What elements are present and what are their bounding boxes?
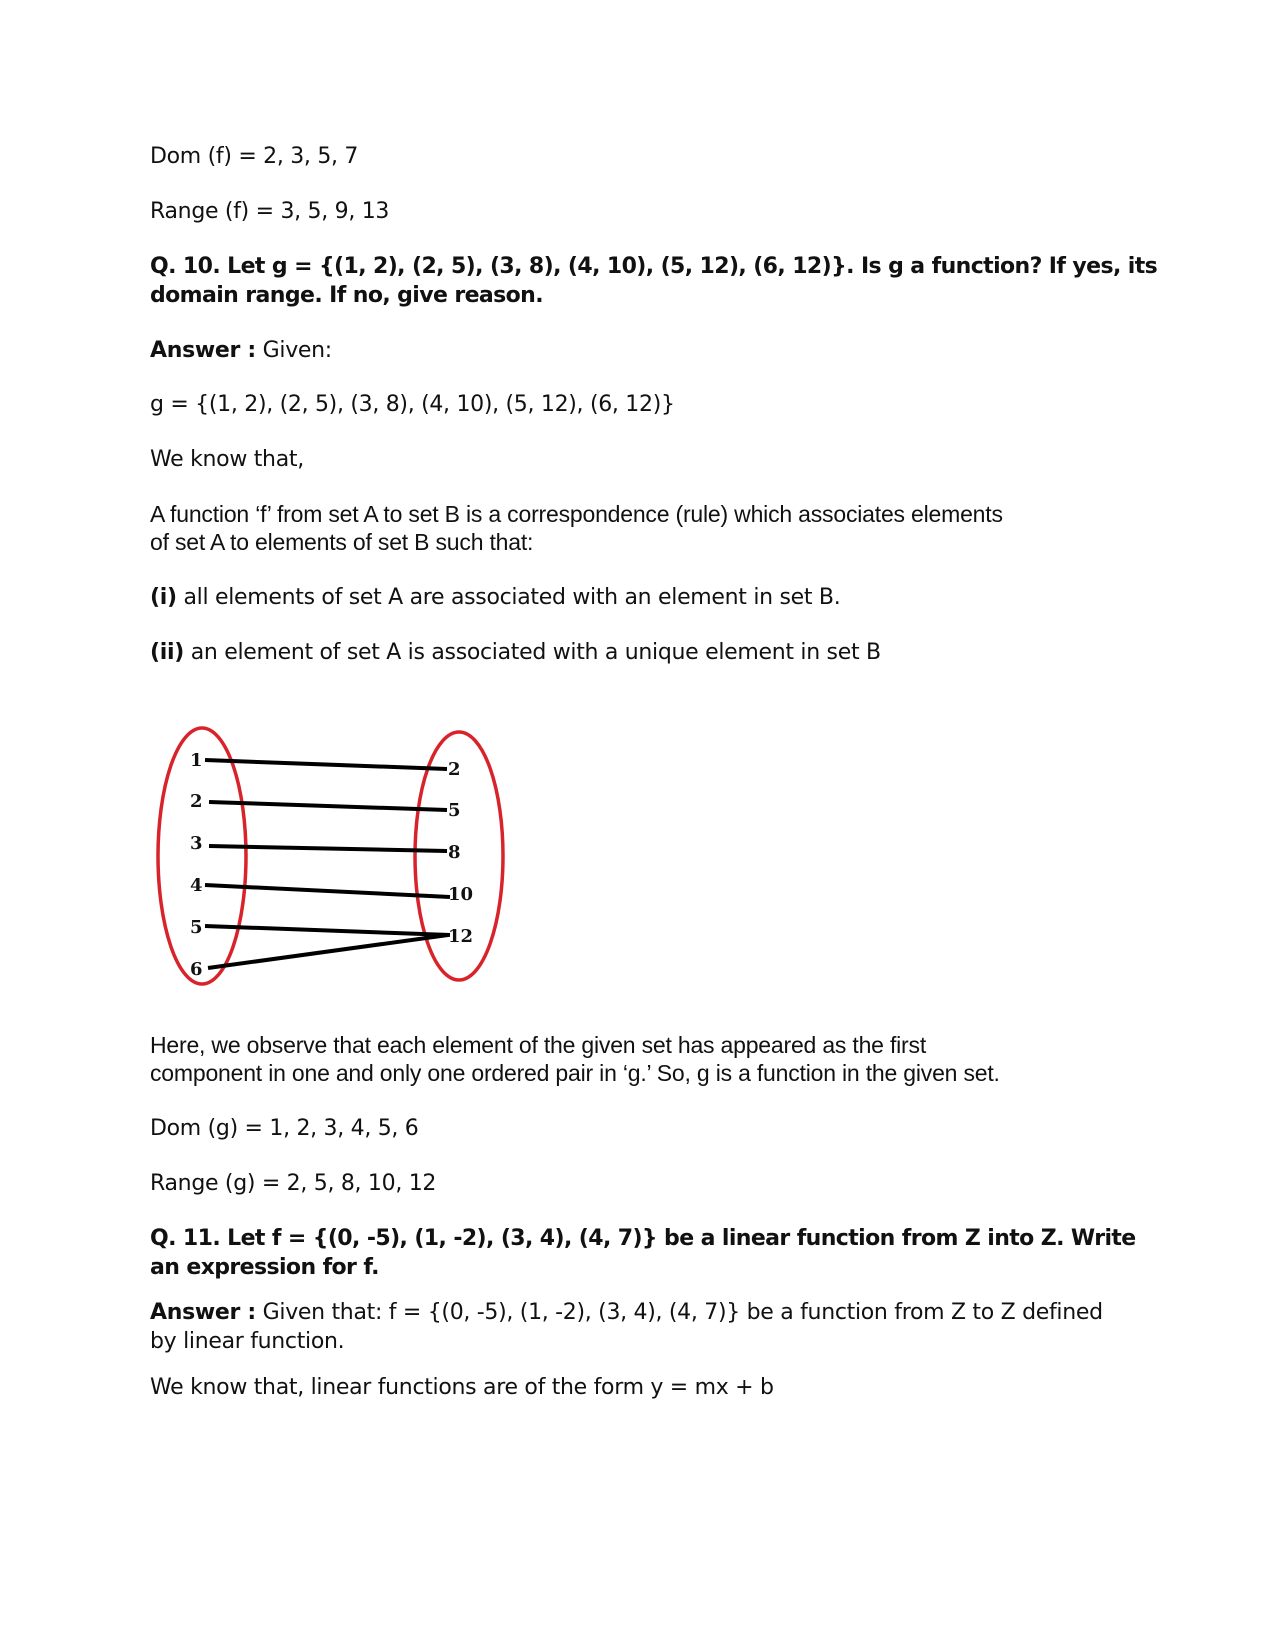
svg-text:1: 1 xyxy=(190,750,203,771)
g-set-text: g = {(1, 2), (2, 5), (3, 8), (4, 10), (5, 12), (6, 12)} xyxy=(150,392,675,417)
q11-answer-line2: by linear function. xyxy=(150,1329,345,1354)
q11-question-line1: Q. 11. Let f = {(0, -5), (1, -2), (3, 4), (4, 7)} be a linear function from Z into Z. Write xyxy=(150,1226,1136,1251)
q10-question-line2: domain range. If no, give reason. xyxy=(150,283,544,308)
condition-i xyxy=(150,583,840,612)
set-b-labels xyxy=(448,759,473,947)
condition-i-text: all elements of set A are associated with an element in set B. xyxy=(176,585,841,610)
condition-ii-label: (ii) xyxy=(150,640,184,665)
svg-text:2: 2 xyxy=(448,759,461,780)
set-a-labels xyxy=(190,750,203,980)
definition-line1: A function ‘f’ from set A to set B is a correspondence (rule) which associates elements xyxy=(150,501,1003,527)
svg-text:10: 10 xyxy=(448,884,474,905)
range-g-text: Range (g) = 2, 5, 8, 10, 12 xyxy=(150,1171,437,1196)
q11-question-line2: an expression for f. xyxy=(150,1255,379,1280)
mapping-diagram-svg xyxy=(150,720,550,1040)
svg-text:8: 8 xyxy=(448,842,461,863)
q11-answer-text: Given that: f = {(0, -5), (1, -2), (3, 4), (4, 7)} be a function from Z to Z defined xyxy=(255,1300,1103,1325)
condition-i-label: (i) xyxy=(150,585,177,610)
linear-form-text: We know that, linear functions are of the form y = mx + b xyxy=(150,1375,774,1400)
svg-text:12: 12 xyxy=(448,926,474,947)
q10-question-line1: Q. 10. Let g = {(1, 2), (2, 5), (3, 8), (4, 10), (5, 12), (6, 12)}. Is g a function? If yes, its xyxy=(150,254,1158,279)
svg-text:2: 2 xyxy=(190,791,203,812)
q11-answer-line1 xyxy=(150,1298,1103,1327)
we-know-text: We know that, xyxy=(150,447,304,472)
svg-text:4: 4 xyxy=(190,875,203,896)
svg-text:6: 6 xyxy=(190,959,203,980)
observation-line1: Here, we observe that each element of the given set has appeared as the first xyxy=(150,1032,927,1058)
range-f-text: Range (f) = 3, 5, 9, 13 xyxy=(150,199,390,224)
definition-line2: of set A to elements of set B such that: xyxy=(150,529,534,555)
answer-given: Given: xyxy=(255,338,332,363)
dom-g-text: Dom (g) = 1, 2, 3, 4, 5, 6 xyxy=(150,1116,419,1141)
observation-line2: component in one and only one ordered pair in ‘g.’ So, g is a function in the given set. xyxy=(150,1060,1000,1086)
svg-text:5: 5 xyxy=(190,917,203,938)
svg-text:3: 3 xyxy=(190,833,203,854)
answer-label: Answer : xyxy=(150,338,256,363)
svg-text:5: 5 xyxy=(448,800,461,821)
dom-f-text: Dom (f) = 2, 3, 5, 7 xyxy=(150,144,359,169)
answer-label: Answer : xyxy=(150,1300,256,1325)
mapping-diagram xyxy=(150,720,550,1040)
q10-answer-intro xyxy=(150,336,332,365)
condition-ii-text: an element of set A is associated with a unique element in set B xyxy=(184,640,881,665)
condition-ii xyxy=(150,638,881,667)
